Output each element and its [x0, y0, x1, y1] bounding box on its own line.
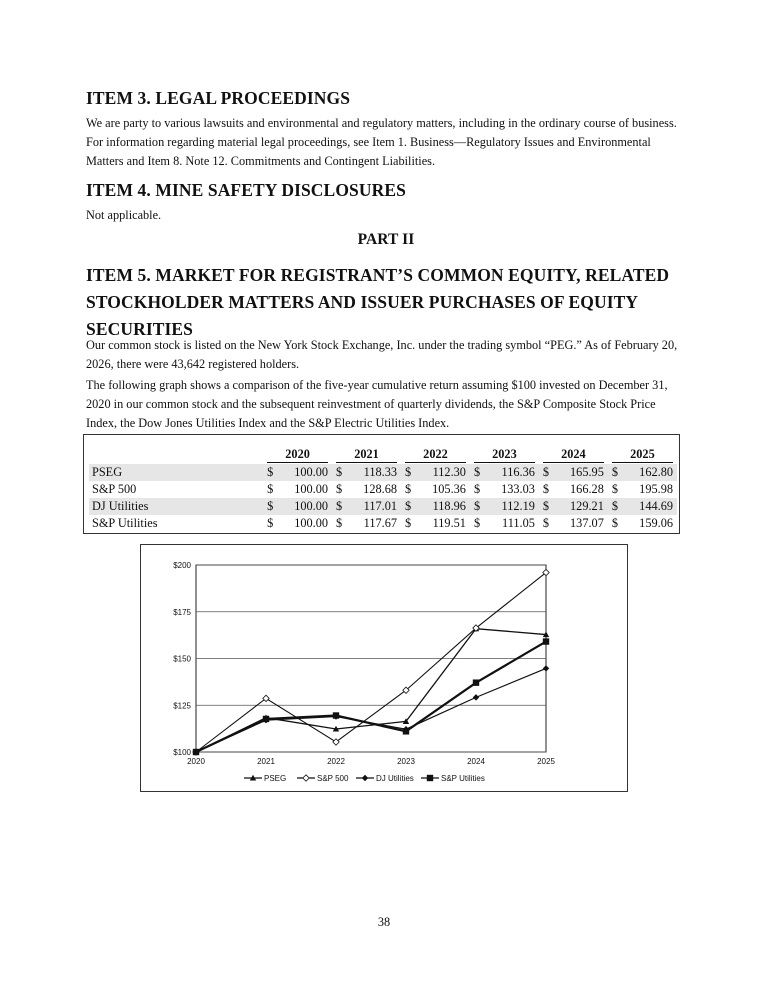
item3-body: We are party to various lawsuits and environmental and regulatory matters, including in the ordinary course of business. For information regarding material legal proceedings, see Item 1. Business—Regulatory Issues and Environmental Matters and Item 8. Note 12. Commitments and Contingent Liabilities.: [86, 116, 677, 168]
year-header: 2023: [470, 446, 539, 464]
data-point: [543, 638, 549, 644]
legend-marker: [427, 775, 433, 781]
y-tick-label: $125: [173, 701, 191, 711]
cell-value: 129.21: [556, 498, 608, 515]
table-row: [89, 464, 677, 481]
cell-value: 119.51: [432, 516, 466, 530]
performance-chart-svg: [141, 545, 629, 793]
legend-marker: [303, 775, 309, 781]
data-point: [333, 712, 339, 718]
currency-symbol: $: [611, 482, 619, 496]
y-tick-label: $200: [173, 561, 191, 570]
currency-symbol: $: [267, 482, 274, 496]
item5-heading: ITEM 5. MARKET FOR REGISTRANT’S COMMON EQUITY, RELATED STOCKHOLDER MATTERS AND ISSUER PURCHASES OF EQUITY SECURITIES: [86, 265, 670, 339]
y-tick-label: $100: [173, 748, 191, 757]
cell-value: 100.00: [294, 482, 329, 496]
currency-symbol: $: [608, 464, 625, 481]
cell-value: 137.07: [570, 516, 604, 530]
performance-table: [89, 446, 677, 532]
year-header: 2022: [401, 446, 470, 464]
x-tick-label: 2024: [467, 757, 485, 766]
cell-value: 195.98: [639, 482, 673, 496]
table-row: [89, 481, 677, 498]
currency-symbol: $: [473, 516, 481, 530]
currency-symbol: $: [267, 516, 274, 530]
cell-value: 166.28: [570, 482, 604, 496]
legend-label: S&P Utilities: [441, 774, 485, 783]
cell-value: 100.00: [280, 464, 332, 481]
year-header: 2021: [332, 446, 401, 464]
currency-symbol: $: [611, 516, 619, 530]
legend-label: PSEG: [264, 774, 287, 783]
part-heading: PART II: [357, 231, 415, 248]
data-point: [473, 679, 479, 685]
x-tick-label: 2023: [397, 757, 415, 766]
item4-heading: ITEM 4. MINE SAFETY DISCLOSURES: [86, 180, 406, 200]
page-number: 38: [377, 915, 391, 929]
currency-symbol: $: [401, 464, 418, 481]
legend-label: S&P 500: [317, 774, 349, 783]
currency-symbol: $: [542, 482, 550, 496]
data-point: [193, 749, 199, 755]
currency-symbol: $: [539, 464, 556, 481]
cell-value: 159.06: [639, 516, 673, 530]
data-point: [263, 716, 269, 722]
data-point: [403, 728, 409, 734]
cell-value: 112.19: [487, 498, 539, 515]
year-header: 2024: [539, 446, 608, 464]
table-row: [89, 498, 677, 515]
cell-value: 111.05: [502, 516, 535, 530]
currency-symbol: $: [470, 464, 487, 481]
currency-symbol: $: [608, 498, 625, 515]
table-header-row: [89, 446, 677, 464]
currency-symbol: $: [332, 464, 349, 481]
cell-value: 105.36: [432, 482, 466, 496]
currency-symbol: $: [263, 464, 280, 481]
x-tick-label: 2020: [187, 757, 205, 766]
performance-chart: [140, 544, 628, 792]
row-label: DJ Utilities: [89, 498, 263, 515]
cell-value: 162.80: [625, 464, 677, 481]
cell-value: 112.30: [418, 464, 470, 481]
cell-value: 128.68: [363, 482, 397, 496]
cell-value: 117.01: [349, 498, 401, 515]
y-tick-label: $150: [173, 654, 191, 664]
item5-paragraph-1: Our common stock is listed on the New York Stock Exchange, Inc. under the trading symbol “PEG.” As of February 20, 2026, there were 43,642 registered holders.: [86, 338, 678, 371]
currency-symbol: $: [336, 482, 343, 496]
x-tick-label: 2025: [537, 757, 555, 766]
cell-value: 116.36: [487, 464, 539, 481]
row-label: PSEG: [89, 464, 263, 481]
performance-table-box: [83, 434, 680, 534]
cell-value: 133.03: [501, 482, 535, 496]
y-tick-label: $175: [173, 607, 191, 617]
currency-symbol: $: [470, 498, 487, 515]
cell-value: 100.00: [294, 516, 329, 530]
currency-symbol: $: [405, 516, 412, 530]
currency-symbol: $: [539, 498, 556, 515]
row-label: S&P 500: [92, 482, 137, 496]
x-tick-label: 2022: [327, 757, 345, 766]
item5-paragraph-2: The following graph shows a comparison of the five-year cumulative return assuming $100 invested on December 31, 2020 in our common stock and the subsequent reinvestment of quarterly dividends, the S&P Composite Stock Price Index, the Dow Jones Utilities Index and the S&P Electric Utilities Index.: [86, 378, 668, 430]
cell-value: 118.96: [418, 498, 470, 515]
cell-value: 118.33: [349, 464, 401, 481]
currency-symbol: $: [401, 498, 418, 515]
item4-body: Not applicable.: [86, 208, 162, 222]
currency-symbol: $: [263, 498, 280, 515]
year-header: 2025: [608, 446, 677, 464]
row-label: S&P Utilities: [92, 516, 158, 530]
table-row: [89, 515, 677, 532]
year-header: 2020: [263, 446, 332, 464]
currency-symbol: $: [542, 516, 550, 530]
x-tick-label: 2021: [257, 757, 275, 766]
data-point: [543, 665, 549, 671]
currency-symbol: $: [332, 498, 349, 515]
currency-symbol: $: [405, 482, 412, 496]
data-point: [473, 694, 479, 700]
legend-marker: [362, 775, 368, 781]
currency-symbol: $: [336, 516, 343, 530]
legend-label: DJ Utilities: [376, 774, 414, 783]
cell-value: 100.00: [280, 498, 332, 515]
currency-symbol: $: [473, 482, 481, 496]
item3-heading: ITEM 3. LEGAL PROCEEDINGS: [86, 88, 351, 108]
cell-value: 165.95: [556, 464, 608, 481]
series-line: [196, 668, 546, 752]
series-line: [196, 642, 546, 752]
cell-value: 117.67: [363, 516, 397, 530]
cell-value: 144.69: [625, 498, 677, 515]
